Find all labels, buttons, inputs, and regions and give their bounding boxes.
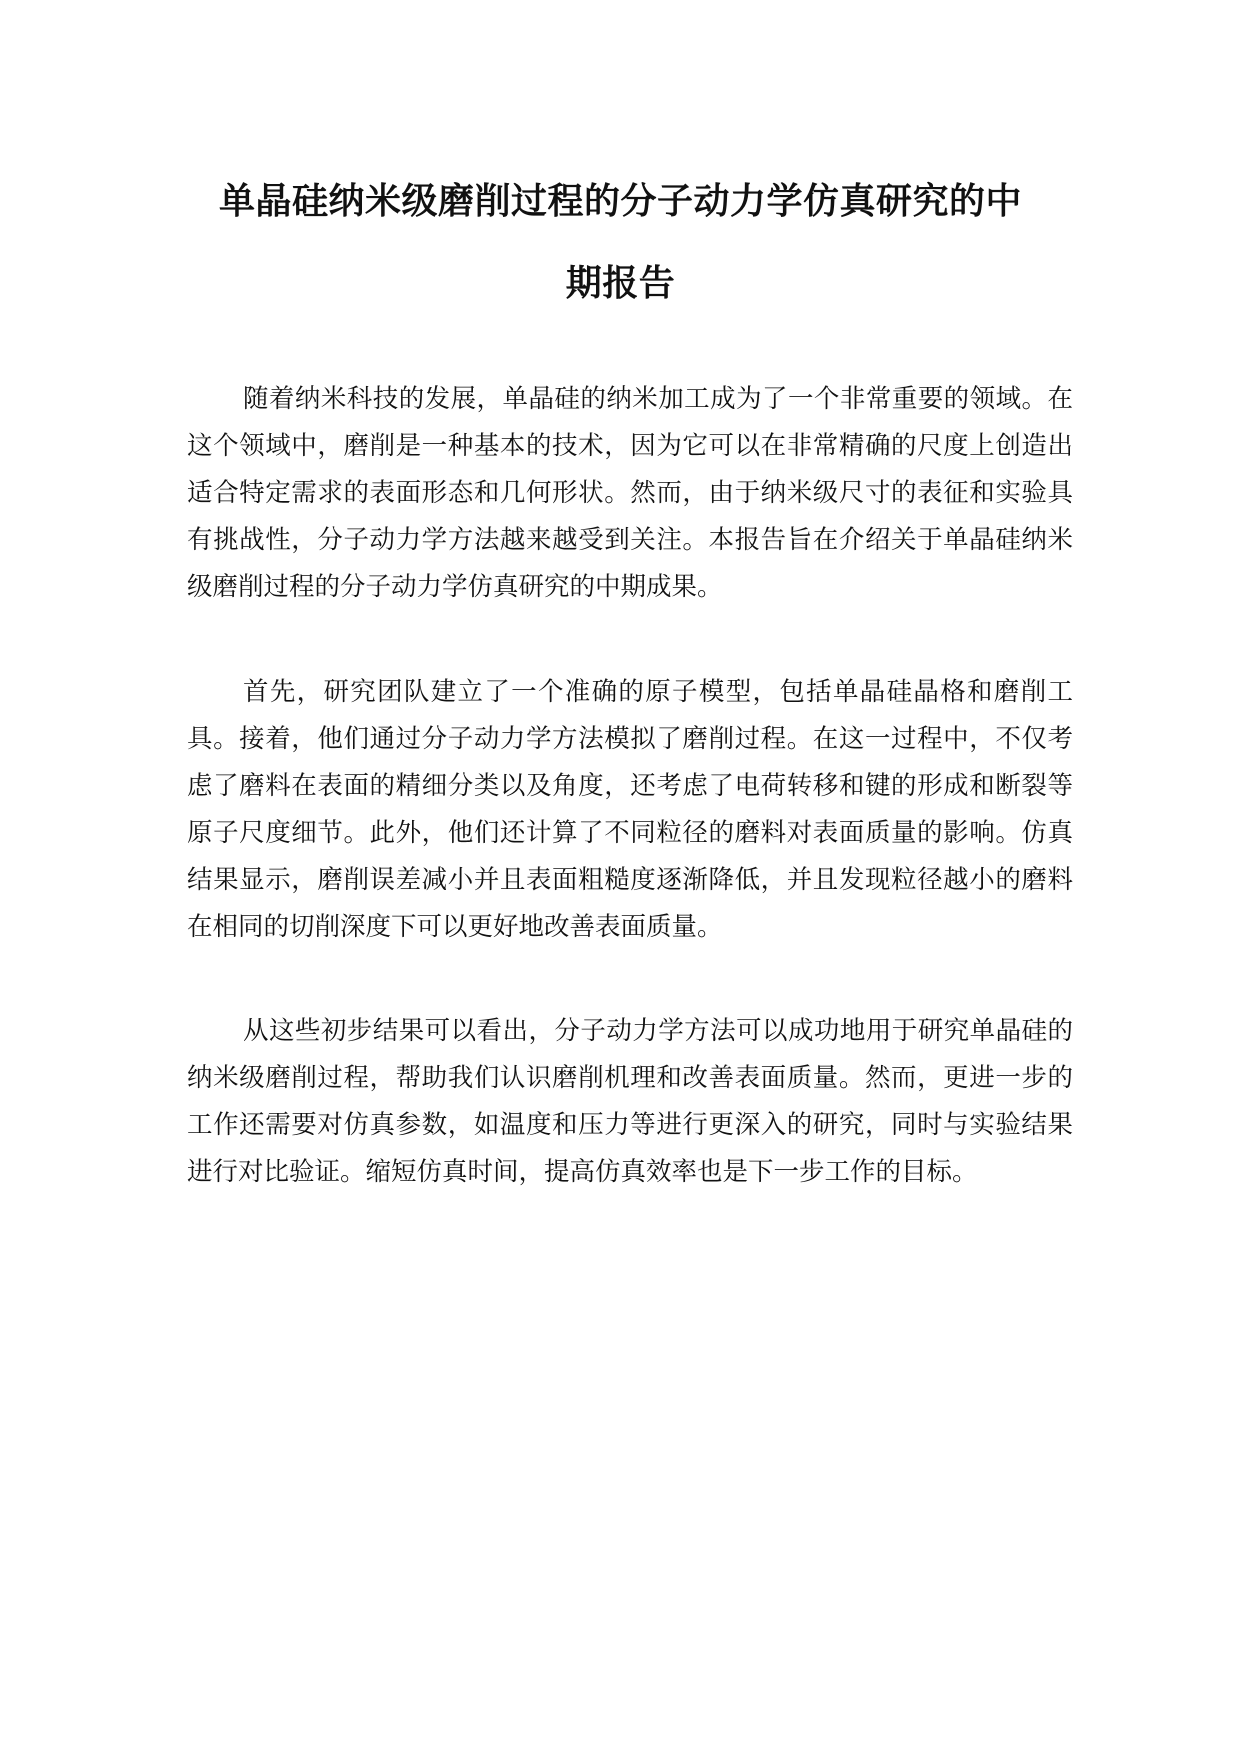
document-title-line-1: 单晶硅纳米级磨削过程的分子动力学仿真研究的中 — [218, 181, 1022, 222]
document-title-line-2: 期报告 — [565, 263, 676, 304]
paragraph-conclusion: 从这些初步结果可以看出，分子动力学方法可以成功地用于研究单晶硅的纳米级磨削过程，帮助我们认识磨削机理和改善表面质量。然而，更进一步的工作还需要对仿真参数，如温度和压力等进行更深入的研究，同时与实验结果进行对比验证。缩短仿真时间，提高仿真效率也是下一步工作的目标。 — [187, 1016, 1073, 1187]
paragraph-introduction: 随着纳米科技的发展，单晶硅的纳米加工成为了一个非常重要的领域。在这个领域中，磨削是一种基本的技术，因为它可以在非常精确的尺度上创造出适合特定需求的表面形态和几何形状。然而，由于纳米级尺寸的表征和实验具有挑战性，分子动力学方法越来越受到关注。本报告旨在介绍关于单晶硅纳米级磨削过程的分子动力学仿真研究的中期成果。 — [187, 384, 1073, 602]
paragraph-methods-results: 首先，研究团队建立了一个准确的原子模型，包括单晶硅晶格和磨削工具。接着，他们通过分子动力学方法模拟了磨削过程。在这一过程中，不仅考虑了磨料在表面的精细分类以及角度，还考虑了电荷转移和键的形成和断裂等原子尺度细节。此外，他们还计算了不同粒径的磨料对表面质量的影响。仿真结果显示，磨削误差减小并且表面粗糙度逐渐降低，并且发现粒径越小的磨料在相同的切削深度下可以更好地改善表面质量。 — [187, 677, 1073, 942]
